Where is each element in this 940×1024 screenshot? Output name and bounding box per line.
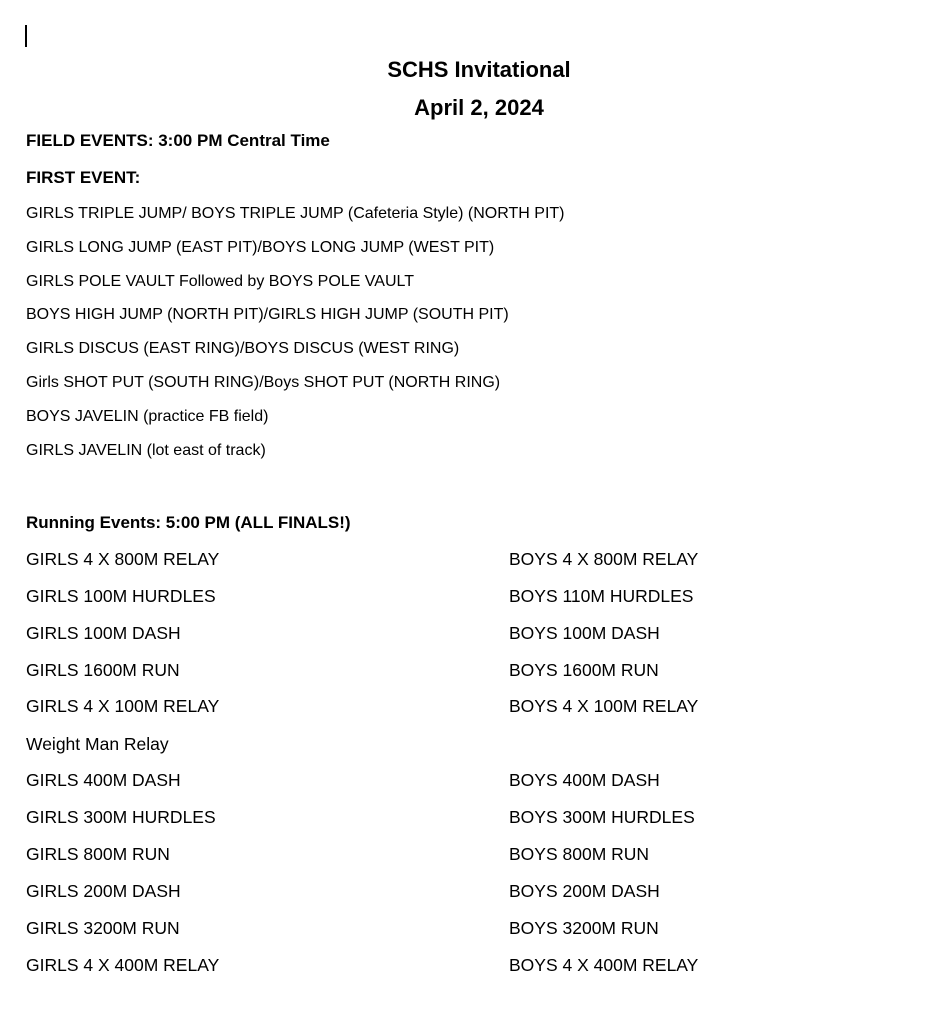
- boys-running-event: BOYS 4 X 800M RELAY: [509, 549, 699, 569]
- boys-running-event: BOYS 110M HURDLES: [509, 586, 694, 606]
- field-event-item: GIRLS POLE VAULT Followed by BOYS POLE VAULT: [26, 273, 414, 290]
- document-date: April 2, 2024: [414, 95, 544, 120]
- document-title: SCHS Invitational: [387, 57, 571, 82]
- field-event-item: Girls SHOT PUT (SOUTH RING)/Boys SHOT PUT (NORTH RING): [26, 374, 501, 391]
- field-event-item: BOYS HIGH JUMP (NORTH PIT)/GIRLS HIGH JUMP (SOUTH PIT): [26, 306, 509, 323]
- girls-running-event: GIRLS 100M HURDLES: [26, 586, 216, 606]
- girls-running-event: GIRLS 4 X 800M RELAY: [26, 549, 220, 569]
- boys-running-event: BOYS 300M HURDLES: [509, 807, 695, 827]
- girls-running-event: GIRLS 100M DASH: [26, 623, 181, 643]
- boys-running-event: BOYS 100M DASH: [509, 623, 660, 643]
- field-events-heading: FIELD EVENTS: 3:00 PM Central Time: [26, 131, 330, 150]
- field-event-item: BOYS JAVELIN (practice FB field): [26, 408, 269, 425]
- field-event-item: GIRLS TRIPLE JUMP/ BOYS TRIPLE JUMP (Cafeteria Style) (NORTH PIT): [26, 205, 565, 222]
- running-events-heading: Running Events: 5:00 PM (ALL FINALS!): [26, 513, 351, 532]
- boys-running-event: BOYS 400M DASH: [509, 770, 660, 790]
- boys-running-event: BOYS 200M DASH: [509, 881, 660, 901]
- text-cursor: [25, 25, 27, 47]
- boys-running-event: BOYS 1600M RUN: [509, 660, 659, 680]
- girls-running-event: GIRLS 800M RUN: [26, 844, 170, 864]
- boys-running-event: BOYS 3200M RUN: [509, 918, 659, 938]
- girls-running-event: GIRLS 200M DASH: [26, 881, 181, 901]
- girls-running-event: GIRLS 400M DASH: [26, 770, 181, 790]
- boys-running-event: BOYS 800M RUN: [509, 844, 650, 864]
- girls-running-event: GIRLS 4 X 400M RELAY: [26, 955, 220, 975]
- weight-man-relay: Weight Man Relay: [26, 734, 169, 754]
- girls-running-event: GIRLS 300M HURDLES: [26, 807, 216, 827]
- field-event-item: GIRLS LONG JUMP (EAST PIT)/BOYS LONG JUMP (WEST PIT): [26, 239, 495, 256]
- girls-running-event: GIRLS 3200M RUN: [26, 918, 180, 938]
- field-event-item: GIRLS DISCUS (EAST RING)/BOYS DISCUS (WEST RING): [26, 340, 460, 357]
- first-event-heading: FIRST EVENT:: [26, 168, 141, 187]
- boys-running-event: BOYS 4 X 400M RELAY: [509, 955, 699, 975]
- girls-running-event: GIRLS 1600M RUN: [26, 660, 180, 680]
- field-event-item: GIRLS JAVELIN (lot east of track): [26, 442, 266, 459]
- boys-running-event: BOYS 4 X 100M RELAY: [509, 696, 699, 716]
- girls-running-event: GIRLS 4 X 100M RELAY: [26, 696, 220, 716]
